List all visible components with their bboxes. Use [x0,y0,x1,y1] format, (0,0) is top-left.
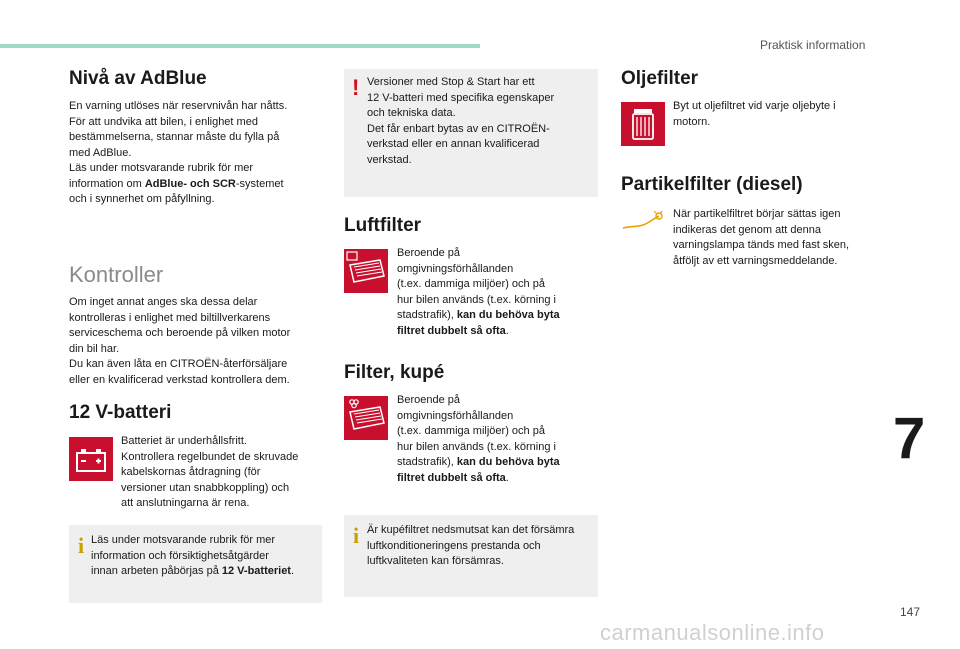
text-line: Läs under motsvarande rubrik för mer [69,162,254,174]
text-line [397,324,597,340]
text-line: luftkonditioneringens prestanda och [367,539,541,552]
text-line [69,177,319,193]
text-line [91,564,319,580]
adblue-heading: Nivå av AdBlue [69,68,207,89]
oljefilter-text [673,99,873,130]
luftfilter-heading: Luftfilter [344,215,422,236]
text-span: -systemet [235,177,284,190]
text-span: stadstrafik), [397,309,457,321]
text-line: hur bilen används (t.ex. körning i [397,293,556,306]
section-header: Praktisk information [760,38,866,52]
kupe-heading: Filter, kupé [344,362,445,383]
text-line: Batteriet är underhållsfritt. [121,435,247,447]
oil-filter-icon [621,102,665,146]
text-span: stadstrafik), [397,456,457,468]
text-line: verkstad eller en annan kvalificerad [367,138,540,150]
text-line: din bil har. [69,342,120,355]
text-line: verkstad. [367,153,412,166]
text-line: och tekniska data. [367,107,456,119]
battery-icon [69,437,113,481]
text-line: kontrolleras i enlighet med biltillverkarens [69,311,271,324]
text-span: . [505,324,509,337]
text-line [397,308,597,324]
text-line: luftkvaliteten kan försämras. [367,555,504,567]
air-filter-icon [344,249,388,293]
text-line: versioner utan snabbkoppling) och [121,481,290,494]
header-accent-bar [0,44,480,48]
text-line: (t.ex. dammiga miljöer) och på [397,425,545,437]
text-line: bestämmelserna, stannar måste du fylla på [69,131,280,143]
text-line: hur bilen används (t.ex. körning i [397,440,556,453]
bold-span: filtret dubbelt så ofta [397,471,506,484]
kupe-text [397,393,597,486]
battery-heading: 12 V-batteri [69,402,172,423]
text-line: motorn. [673,115,711,128]
text-line: med AdBlue. [69,146,132,159]
battery-info-text [91,533,319,580]
partikelfilter-heading: Partikelfilter (diesel) [621,174,803,195]
text-line: När partikelfiltret börjar sättas igen [673,208,841,220]
chapter-number: 7 [893,406,926,471]
stopstart-warning-text [367,75,595,168]
text-line: kabelskornas åtdragning (för [121,466,261,478]
kupe-info-box [344,515,598,597]
page-number: 147 [900,605,921,619]
text-line: Du kan även låta en CITROËN-återförsäljare [69,358,288,370]
text-line: omgivningsförhållanden [397,409,514,422]
text-line: och i synnerhet om påfyllning. [69,193,215,205]
text-span: . [290,565,295,577]
warning-icon: ! [352,75,360,100]
text-line [397,471,597,487]
text-span: information om [69,177,145,190]
battery-text [121,434,326,512]
bold-span: kan du behöva byta [456,456,560,468]
kontroller-text [69,295,329,388]
text-line: Är kupéfiltret nedsmutsat kan det försämra [367,524,575,536]
text-line: Det får enbart bytas av en CITROËN- [367,122,550,135]
text-span: . [505,471,509,484]
adblue-text [69,99,319,208]
text-line: omgivningsförhållanden [397,262,514,275]
text-line: information och försiktighetsåtgärder [91,549,269,562]
luftfilter-text [397,246,597,339]
info-icon: i [78,533,85,558]
text-line: indikeras det genom att denna [673,223,821,236]
text-line: Versioner med Stop & Start har ett [367,76,535,88]
text-line: varningslampa tänds med fast sken, [673,239,850,251]
partikelfilter-text [673,207,878,269]
bold-span: 12 V-batteriet [221,565,291,577]
text-line: serviceschema och beroende på vilken motor [69,327,291,339]
text-line: Beroende på [397,247,460,259]
text-line: eller en kvalificerad verkstad kontrollera dem. [69,373,290,386]
text-line: Om inget annat anges ska dessa delar [69,296,258,308]
text-line: Byt ut oljefiltret vid varje oljebyte i [673,100,836,112]
text-line: 12 V-batteri med specifika egenskaper [367,91,555,104]
text-line: Beroende på [397,394,460,406]
kontroller-heading: Kontroller [69,262,164,287]
battery-info-box [69,525,322,603]
text-line: att anslutningarna är rena. [121,497,250,509]
text-line: Läs under motsvarande rubrik för mer [91,534,276,546]
text-line: Kontrollera regelbundet de skruvade [121,450,299,463]
stopstart-warning-box [344,69,598,197]
kupe-info-text [367,523,597,570]
watermark: carmanualsonline.info [600,620,825,645]
bold-span: AdBlue- och SCR [144,177,236,190]
cabin-filter-icon [344,396,388,440]
bold-span: kan du behöva byta [456,309,560,321]
bold-span: filtret dubbelt så ofta [397,324,506,337]
text-line: En varning utlöses när reservnivån har nåtts. [69,100,288,112]
text-line: För att undvika att bilen, i enlighet med [69,115,258,128]
text-span: innan arbeten påbörjas på [91,565,222,577]
text-line: (t.ex. dammiga miljöer) och på [397,278,545,290]
oljefilter-heading: Oljefilter [621,68,699,89]
text-line: åtföljt av ett varningsmeddelande. [673,254,838,267]
info-icon: i [353,523,360,548]
particle-filter-warning-icon [621,206,665,236]
text-line [397,455,597,471]
